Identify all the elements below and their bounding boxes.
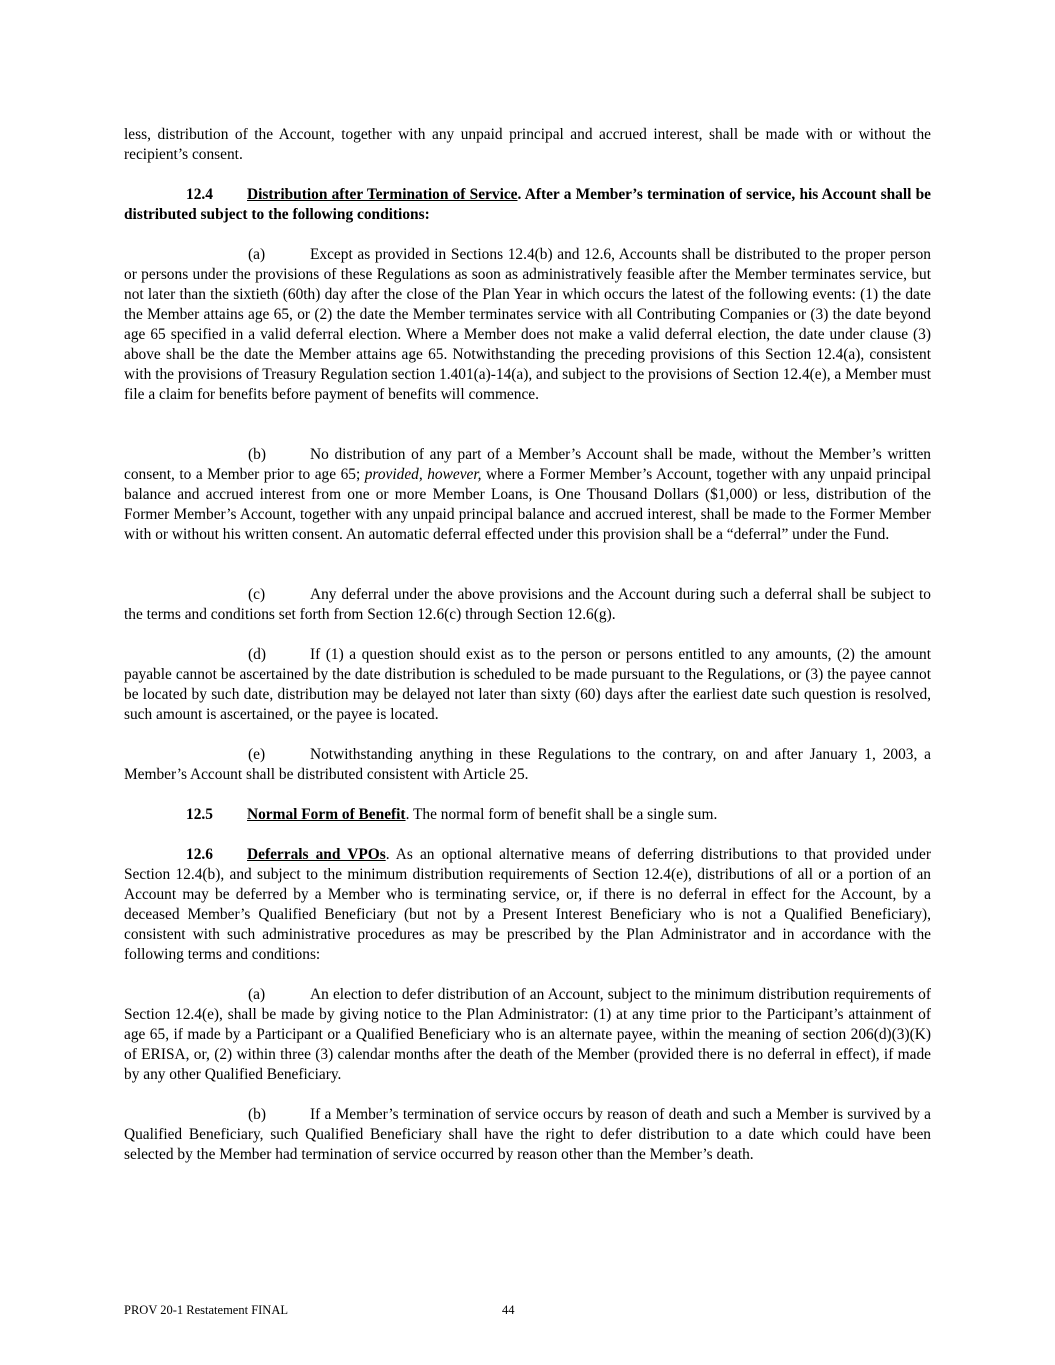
subsection-text: Notwithstanding anything in these Regulations to the contrary, on and after January 1, 2003, a Member’s Account shall be distributed consistent with Article 25. — [124, 746, 931, 783]
footer-page-number: 44 — [502, 1303, 515, 1317]
section-heading: Deferrals and VPOs — [247, 846, 386, 863]
subsection-label: (a) — [248, 986, 266, 1003]
subsection-italic: provided, however, — [364, 466, 482, 483]
paragraph-continuation — [124, 125, 931, 165]
subsection-text: An election to defer distribution of an Account, subject to the minimum distribution requirements of Section 12.4(e), shall be made by giving notice to the Plan Administrator: (1) at any time prior to the Participant’s attainment of age 65, if made by a Participant or a Qualified Beneficiary who is an alternate payee, within the meaning of section 206(d)(3)(K) of ERISA, or, (2) within three (3) calendar months after the death of the Member (provided there is no deferral in effect), if made by any other Qualified Beneficiary. — [124, 986, 931, 1083]
section-number: 12.6 — [186, 846, 213, 863]
subsection-text: Any deferral under the above provisions and the Account during such a deferral shall be subject to the terms and conditions set forth from Section 12.6(c) through Section 12.6(g). — [124, 586, 931, 623]
section-text: . The normal form of benefit shall be a single sum. — [405, 806, 718, 823]
subsection-label: (c) — [248, 586, 266, 603]
section-12-4-b — [124, 445, 931, 545]
section-heading: Normal Form of Benefit — [247, 806, 406, 823]
section-12-4-c — [124, 585, 931, 625]
paragraph-text: less, distribution of the Account, together with any unpaid principal and accrued interest, shall be made with or without the recipient’s consent. — [124, 126, 931, 163]
section-12-6-b — [124, 1105, 931, 1165]
subsection-text-2: where a Former Member’s Account, together with any unpaid principal balance and accrued interest from one or more Member Loans, is One Thousand Dollars ($1,000) or less, distribution of the Former Member’s Account, together with any unpaid principal balance and accrued interest, shall be made to the Former Member with or without his written consent. An automatic deferral effected under this provision shall be a “deferral” under the Fund. — [124, 466, 931, 543]
footer-document-name: PROV 20-1 Restatement FINAL — [124, 1303, 288, 1317]
section-heading: Distribution after Termination of Service — [247, 186, 518, 203]
subsection-text: Except as provided in Sections 12.4(b) and 12.6, Accounts shall be distributed to the proper person or persons under the provisions of these Regulations as soon as administratively feasible after the Member terminates service, but not later than the sixtieth (60th) day after the close of the Plan Year in which occurs the latest of the following events: (1) the date the Member attains age 65, or (2) the date the Member terminates service with all Contributing Companies or (3) the date beyond age 65 specified in a valid deferral election. Where a Member does not make a valid deferral election, the date under clause (3) above shall be the date the Member attains age 65. Notwithstanding the preceding provisions of this Section 12.4(a), consistent with the provisions of Treasury Regulation section 1.401(a)-14(a), and subject to the provisions of Section 12.4(e), a Member must file a claim for benefits before payment of benefits will commence. — [124, 246, 932, 403]
section-text: . As an optional alternative means of deferring distributions to that provided under Section 12.4(b), and subject to the minimum distribution requirements of Section 12.4(e), distributions of all or a portion of an Account may be deferred by a Member who is terminating service, or, if there is no deferral in effect for the Account, by a deceased Member’s Qualified Beneficiary (but not by a Present Interest Beneficiary who is not a Qualified Beneficiary), consistent with such administrative procedures as may be prescribed by the Plan Administrator and in accordance with the following terms and conditions: — [124, 846, 931, 963]
section-12-6-a — [124, 985, 931, 1085]
section-12-6 — [124, 845, 931, 965]
section-12-4 — [124, 185, 931, 225]
subsection-text: If (1) a question should exist as to the person or persons entitled to any amounts, (2) the amount payable cannot be ascertained by the date distribution is scheduled to be made pursuant to the Regulations, or (3) the payee cannot be located by such date, distribution may be delayed not later than sixty (60) days after the earliest date such question is resolved, such amount is ascertained, or the payee is located. — [124, 646, 931, 723]
subsection-text: If a Member’s termination of service occurs by reason of death and such a Member is survived by a Qualified Beneficiary, such Qualified Beneficiary shall have the right to defer distribution to a date which could have been selected by the Member had termination of service occurred by reason other than the Member’s death. — [124, 1106, 931, 1163]
section-number: 12.5 — [186, 806, 213, 823]
subsection-label: (b) — [248, 1106, 266, 1123]
subsection-label: (d) — [248, 646, 266, 663]
section-12-4-e — [124, 745, 931, 785]
section-text: . After a Member’s termination of service, his Account shall be distributed subject to the following conditions: — [124, 186, 931, 223]
section-number: 12.4 — [186, 186, 213, 203]
subsection-label: (e) — [248, 746, 266, 763]
subsection-text-1: No distribution of any part of a Member’s Account shall be made, without the Member’s written consent, to a Member prior to age 65; — [124, 446, 931, 483]
subsection-label: (b) — [248, 446, 266, 463]
section-12-4-d — [124, 645, 931, 725]
section-12-5 — [124, 805, 931, 825]
section-12-4-a — [124, 245, 931, 405]
subsection-label: (a) — [248, 246, 266, 263]
